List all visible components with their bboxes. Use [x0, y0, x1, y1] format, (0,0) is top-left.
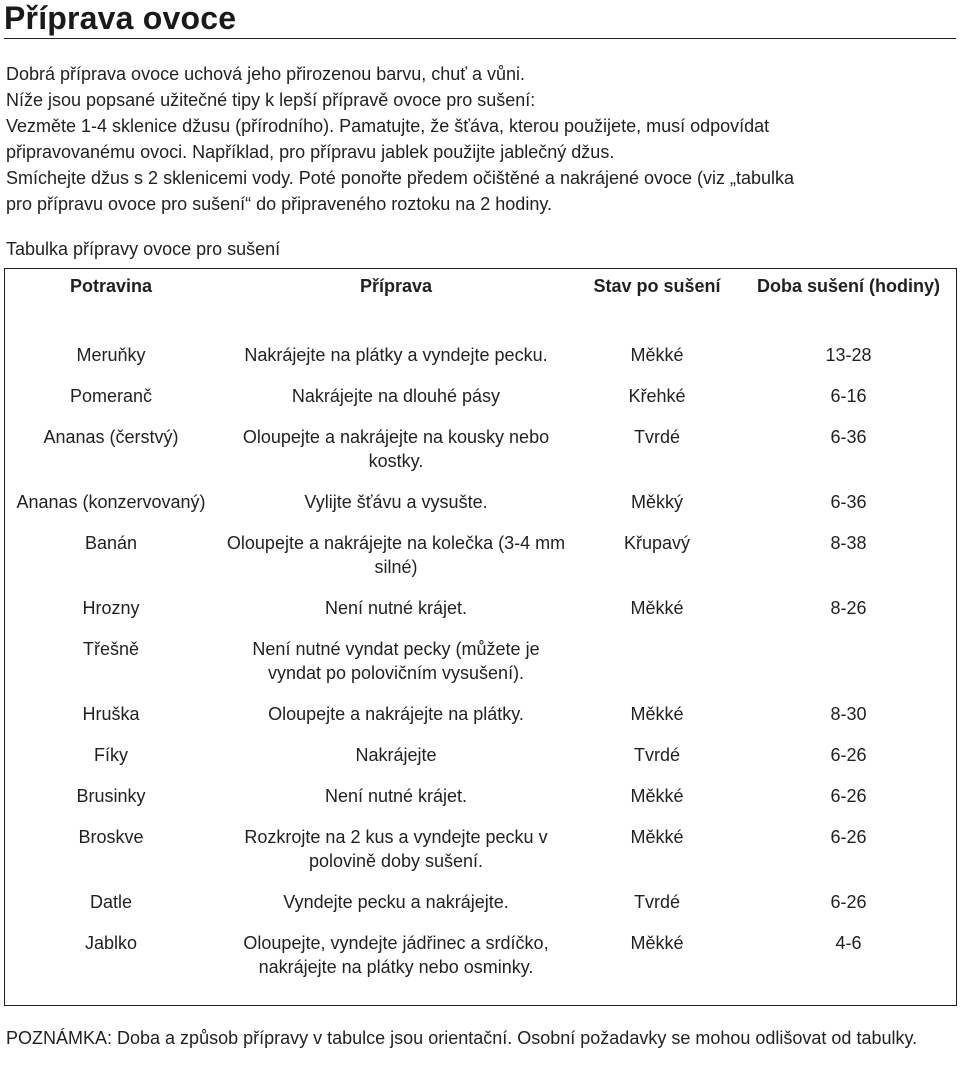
food-cell: Třešně [82, 639, 140, 659]
state-cell: Tvrdé [633, 427, 680, 447]
state-cell: Křupavý [623, 533, 691, 553]
intro-line: Smíchejte džus s 2 sklenicemi vody. Poté ponořte předem očištěné a nakrájené ovoce (viz „tabulka [6, 168, 795, 188]
food-cell: Datle [89, 892, 133, 912]
state-cell: Měkké [630, 598, 684, 618]
preparation-cell: Rozkrojte na 2 kus a vyndejte pecku v polovině doby sušení. [244, 827, 548, 871]
drying-time-cell: 6-26 [830, 892, 867, 912]
preparation-cell: Nakrájejte na plátky a vyndejte pecku. [244, 345, 548, 365]
footnote: POZNÁMKA: Doba a způsob přípravy v tabulce jsou orientační. Osobní požadavky se mohou odlišovat od tabulky. [6, 1028, 918, 1048]
table-caption: Tabulka přípravy ovoce pro sušení [6, 239, 281, 259]
intro-line: Níže jsou popsané užitečné tipy k lepší přípravě ovoce pro sušení: [6, 90, 536, 110]
intro-line: připravovanému ovoci. Například, pro přípravu jablek použijte jablečný džus. [6, 142, 615, 162]
drying-time-cell: 4-6 [835, 933, 862, 953]
drying-time-cell: 13-28 [825, 345, 872, 365]
table-body [4, 336, 957, 989]
food-cell: Banán [84, 533, 138, 553]
drying-time-cell: 6-26 [830, 745, 867, 765]
preparation-cell: Oloupejte, vyndejte jádřinec a srdíčko, nakrájejte na plátky nebo osminky. [243, 933, 549, 977]
table-row [4, 336, 957, 377]
table-row [4, 695, 957, 736]
preparation-cell: Oloupejte a nakrájejte na kolečka (3-4 mm silné) [226, 533, 566, 577]
table-row [4, 924, 957, 989]
table-row [4, 777, 957, 818]
table-header-row [4, 268, 957, 336]
preparation-cell: Vyndejte pecku a nakrájejte. [283, 892, 509, 912]
state-cell: Tvrdé [633, 892, 680, 912]
food-cell: Brusinky [76, 786, 146, 806]
page-title: Příprava ovoce [4, 0, 237, 36]
header-cell-food: Potravina [69, 276, 153, 296]
intro-line: Dobrá příprava ovoce uchová jeho přirozenou barvu, chuť a vůni. [6, 64, 526, 84]
drying-time-cell: 6-26 [830, 786, 867, 806]
food-cell: Meruňky [76, 345, 146, 365]
table-row [4, 630, 957, 695]
state-cell: Tvrdé [633, 745, 680, 765]
food-cell: Hrozny [82, 598, 140, 618]
preparation-cell: Nakrájejte na dlouhé pásy [291, 386, 501, 406]
state-cell: Měkké [630, 345, 684, 365]
food-cell: Ananas (konzervovaný) [16, 492, 206, 512]
preparation-cell: Oloupejte a nakrájejte na kousky nebo kostky. [242, 427, 550, 471]
intro-line: Vezměte 1-4 sklenice džusu (přírodního). Pamatujte, že šťáva, kterou použijete, musí odpovídat [6, 116, 770, 136]
preparation-cell: Není nutné krájet. [324, 786, 468, 806]
preparation-cell: Oloupejte a nakrájejte na plátky. [268, 704, 524, 724]
food-cell: Pomeranč [69, 386, 153, 406]
table-row [4, 883, 957, 924]
state-cell: Měkké [630, 786, 684, 806]
food-cell: Broskve [78, 827, 144, 847]
drying-time-cell: 6-36 [830, 492, 867, 512]
drying-time-cell [740, 630, 957, 695]
table-row [4, 736, 957, 777]
food-cell: Fíky [94, 745, 128, 765]
table-row [4, 483, 957, 524]
table-row [4, 418, 957, 483]
state-cell: Měkké [630, 704, 684, 724]
state-cell: Měkké [630, 933, 684, 953]
title-divider [4, 38, 956, 39]
intro-line: pro přípravu ovoce pro sušení“ do připraveného roztoku na 2 hodiny. [6, 194, 552, 214]
state-cell: Měkké [630, 827, 684, 847]
drying-time-cell: 6-36 [830, 427, 867, 447]
drying-time-cell: 8-30 [830, 704, 867, 724]
drying-time-cell: 8-26 [830, 598, 867, 618]
food-cell: Hruška [82, 704, 140, 724]
state-cell: Měkký [630, 492, 683, 512]
intro-paragraph [6, 61, 956, 217]
food-cell: Ananas (čerstvý) [43, 427, 179, 447]
preparation-cell: Nakrájejte [355, 745, 437, 765]
header-cell-state: Stav po sušení [593, 276, 721, 296]
fruit-preparation-table [4, 268, 957, 989]
table-row [4, 818, 957, 883]
food-cell: Jablko [84, 933, 138, 953]
table-row [4, 589, 957, 630]
header-cell-preparation: Příprava [359, 276, 433, 296]
drying-time-cell: 8-38 [830, 533, 867, 553]
header-cell-drying-time: Doba sušení (hodiny) [756, 276, 940, 296]
drying-time-cell: 6-16 [830, 386, 867, 406]
preparation-cell: Není nutné vyndat pecky (můžete je vyndat po polovičním vysušení). [252, 639, 540, 683]
preparation-cell: Vylijte šťávu a vysušte. [304, 492, 488, 512]
drying-time-cell: 6-26 [830, 827, 867, 847]
state-cell: Křehké [628, 386, 686, 406]
table-row [4, 524, 957, 589]
table-row [4, 377, 957, 418]
state-cell [574, 630, 740, 695]
preparation-cell: Není nutné krájet. [324, 598, 468, 618]
